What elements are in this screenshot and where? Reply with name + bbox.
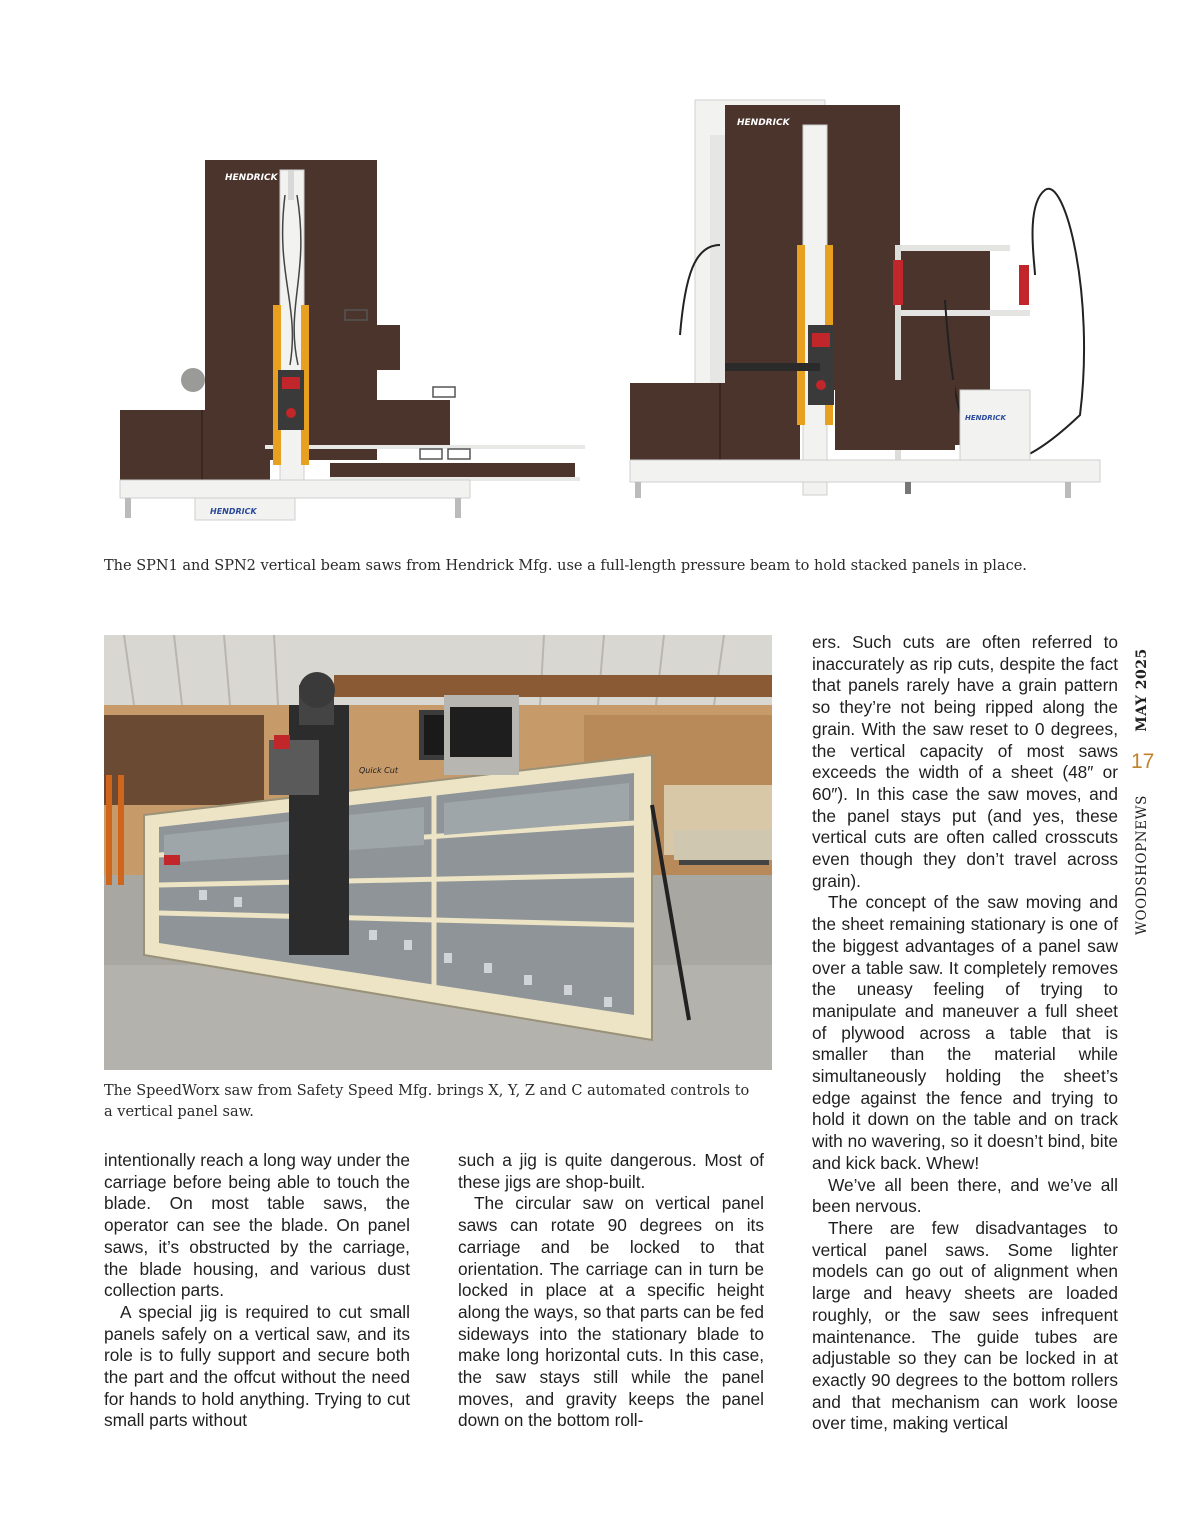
hendrick-logo-2: HENDRICK xyxy=(210,507,257,516)
caption-spn-saws: The SPN1 and SPN2 vertical beam saws from Hendrick Mfg. use a full-length pressure beam to hold stacked panels in place. xyxy=(104,558,1027,574)
issue-date: MAY 2025 xyxy=(1134,648,1150,732)
saw-label: Quick Cut xyxy=(359,766,398,775)
caption-speedworx: The SpeedWorx saw from Safety Speed Mfg. brings X, Y, Z and C automated controls to a vertical panel saw. xyxy=(104,1083,750,1120)
speedworx-illustration xyxy=(104,635,772,1070)
paragraph: A special jig is required to cut small panels safely on a vertical saw, and its role is to fully support and secure both the part and the offcut without the need for hands to hold anything. Trying to cut small parts without xyxy=(104,1301,410,1431)
paragraph: The circular saw on vertical panel saws can rotate 90 degrees on its carriage and be locked to that orientation. The carriage can in turn be locked in place at a specific height along the ways, so that parts can be fed sideways into the stationary blade to make long horizontal cuts. In this case, the saw stays still while the panel moves, and gravity keeps the panel down on the bottom roll- xyxy=(458,1193,764,1431)
paragraph: such a jig is quite dangerous. Most of these jigs are shop-built. xyxy=(458,1150,764,1192)
photo-spn1-saw xyxy=(115,155,590,525)
page-number: 17 xyxy=(1131,750,1155,773)
article-column-middle xyxy=(458,1150,764,1432)
photo-speedworx-saw xyxy=(104,635,772,1070)
spn1-illustration xyxy=(115,155,590,525)
paragraph: The concept of the saw moving and the sheet remaining stationary is one of the biggest advantages of a panel saw over a table saw. It completely removes the uneasy feeling of trying to manipulate and maneuver a full sheet of plywood across a table that is smaller than the material while simultaneously holding the sheet’s edge against the fence and trying to hold it down on the table and on track with no wavering, so it doesn’t bind, bite and kick back. Whew! xyxy=(812,892,1118,1173)
photo-spn2-saw xyxy=(625,95,1105,525)
hendrick-logo-1: HENDRICK xyxy=(225,173,278,183)
spn2-illustration xyxy=(625,95,1105,525)
hendrick-logo-3: HENDRICK xyxy=(737,118,790,128)
magazine-name: WOODSHOPNEWS xyxy=(1134,795,1150,935)
article-column-right xyxy=(812,632,1118,1435)
article-column-left xyxy=(104,1150,410,1432)
paragraph: intentionally reach a long way under the carriage before being able to touch the blade. On most table saws, the operator can see the blade. On panel saws, it’s obstructed by the carriage, the blade housing, and various dust collection parts. xyxy=(104,1150,410,1301)
paragraph: We’ve all been there, and we’ve all been nervous. xyxy=(812,1174,1118,1217)
paragraph: ers. Such cuts are often referred to inaccurately as rip cuts, despite the fact that panels rarely have a grain pattern so they’re not being ripped along the grain. With the saw reset to 0 degrees, the vertical capacity of most saws exceeds the width of a sheet (48″ or 60″). In this case the saw moves, and the panel stays put (and yes, these vertical cuts are often called crosscuts even though they don’t travel across grain). xyxy=(812,632,1118,891)
hendrick-logo-4: HENDRICK xyxy=(965,414,1006,422)
paragraph: There are few disadvantages to vertical panel saws. Some lighter models can go out of alignment when large and heavy sheets are loaded roughly, or the saw sees infrequent maintenance. The guide tubes are adjustable so they can be locked in at exactly 90 degrees to the bottom rollers and that mechanism can work loose over time, making vertical xyxy=(812,1217,1118,1434)
